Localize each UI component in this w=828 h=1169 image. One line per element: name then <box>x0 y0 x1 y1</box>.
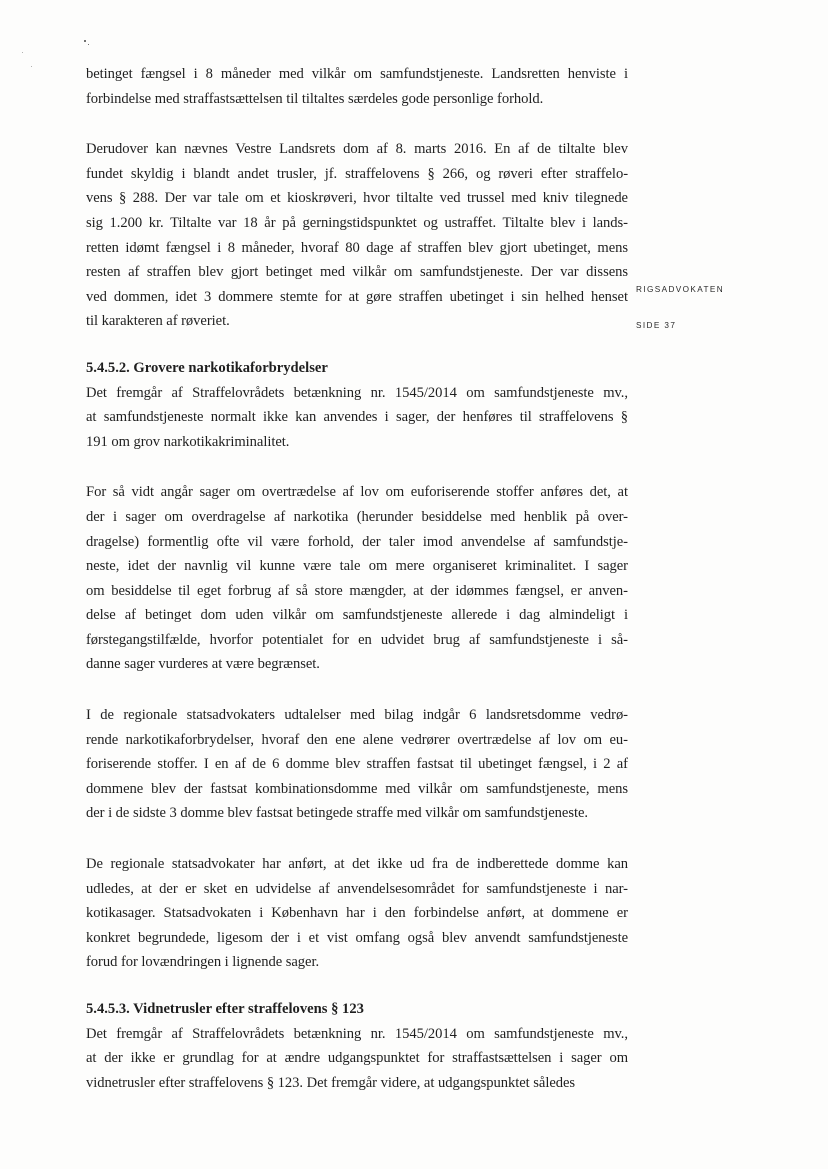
text-line: danne sager vurderes at være begrænset. <box>86 656 320 673</box>
text-line: Det fremgår af Straffelovrådets betænkning nr. 1545/2014 om samfundstjeneste mv., <box>86 1025 628 1042</box>
text-line: delse af betinget dom uden vilkår om samfundstjeneste allerede i dag almindeligt i <box>86 607 628 624</box>
paragraph-gap <box>86 111 628 137</box>
text-line: at der ikke er grundlag for at ændre udgangspunktet for straffastsættelsen i sager om <box>86 1050 628 1067</box>
text-line: Det fremgår af Straffelovrådets betænkning nr. 1545/2014 om samfundstjeneste mv., <box>86 384 628 401</box>
text-line: til karakteren af røveriet. <box>86 313 230 330</box>
text-line: kotikasager. Statsadvokaten i København har i den forbindelse anført, at dommene er <box>86 905 628 922</box>
text-line: der i sager om overdragelse af narkotika (herunder besiddelse med henblik på over- <box>86 508 628 525</box>
text-line: konkret begrundede, ligesom der i et vist omfang også blev anvendt samfundstjeneste <box>86 929 628 946</box>
text-line: retten idømt fængsel i 8 måneder, hvoraf 80 dage af straffen blev gjort ubetinget, mens <box>86 239 628 256</box>
scan-speck <box>31 66 32 67</box>
text-line: 191 om grov narkotikakriminalitet. <box>86 433 290 450</box>
text-line: ved dommen, idet 3 dommere stemte for at gøre straffen ubetinget i sin helhed henset <box>86 288 628 305</box>
text-line: De regionale statsadvokater har anført, at det ikke ud fra de indberettede domme kan <box>86 856 628 873</box>
paragraph <box>86 1022 628 1096</box>
text-line: der i de sidste 3 domme blev fastsat betingede straffe med vilkår om samfundstjeneste. <box>86 805 589 822</box>
paragraph-gap <box>86 826 628 852</box>
text-line: dragelse) formentlig ofte vil være forhold, der taler imod anvendelse af samfundstje- <box>86 533 628 550</box>
text-line: Derudover kan nævnes Vestre Landsrets dom af 8. marts 2016. En af de tiltalte blev <box>86 141 628 158</box>
paragraph-gap <box>86 334 628 356</box>
paragraph <box>86 62 628 111</box>
text-line: foriserende stoffer. I en af de 6 domme blev straffen fastsat til ubetinget fængsel, i 2 af <box>86 756 628 773</box>
text-line: vens § 288. Der var tale om et kioskrøveri, hvor tiltalte ved trussel med kniv tilegnede <box>86 190 628 207</box>
text-line: førstegangstilfælde, hvorfor potentialet for en udvidet brug af samfundstjeneste i så- <box>86 631 628 648</box>
text-line: sig 1.200 kr. Tiltalte var 18 år på gerningstidspunktet og ustraffet. Tiltalte blev i lands- <box>86 214 628 231</box>
text-line: forbindelse med straffastsættelsen til tiltaltes særdeles gode personlige forhold. <box>86 90 544 107</box>
paragraph <box>86 852 628 975</box>
paragraph <box>86 381 628 455</box>
section-heading: 5.4.5.2. Grovere narkotikaforbrydelser <box>86 359 328 376</box>
text-line: I de regionale statsadvokaters udtalelser med bilag indgår 6 landsretsdomme vedrø- <box>86 707 628 724</box>
text-line: at samfundstjeneste normalt ikke kan anvendes i sager, der henføres til straffelovens § <box>86 409 628 426</box>
scan-speck <box>84 40 86 42</box>
scan-speck <box>22 52 23 53</box>
paragraph-gap <box>86 975 628 997</box>
text-line: udledes, at der er sket en udvidelse af anvendelsesområdet for samfundstjeneste i nar- <box>86 880 628 897</box>
text-line: resten af straffen blev gjort betinget med vilkår om samfundstjeneste. Der var dissens <box>86 264 628 281</box>
paragraph-gap <box>86 677 628 703</box>
text-line: om besiddelse til eget forbrug af så store mængder, at der idømmes fængsel, er anven- <box>86 582 628 599</box>
paragraph-gap <box>86 454 628 480</box>
text-line: rende narkotikaforbrydelser, hvoraf den ene alene vedrører overtrædelse af lov om eu- <box>86 731 628 748</box>
text-line: For så vidt angår sager om overtrædelse af lov om euforiserende stoffer anføres det, at <box>86 484 628 501</box>
paragraph <box>86 703 628 826</box>
paragraph <box>86 137 628 334</box>
section-heading: 5.4.5.3. Vidnetrusler efter straffelovens § 123 <box>86 1001 364 1017</box>
paragraph <box>86 480 628 677</box>
text-line: fundet skyldig i blandt andet trusler, jf. straffelovens § 266, og røveri efter straffelo- <box>86 165 628 182</box>
text-line: betinget fængsel i 8 måneder med vilkår om samfundstjeneste. Landsretten henviste i <box>86 66 628 82</box>
page-number-label: SIDE 37 <box>636 321 677 330</box>
text-line: vidnetrusler efter straffelovens § 123. Det fremgår videre, at udgangspunktet således <box>86 1074 576 1091</box>
scan-speck <box>88 44 89 45</box>
text-line: forud for lovændringen i lignende sager. <box>86 954 320 971</box>
text-line: neste, idet der navnlig vil kunne være tale om mere organiseret kriminalitet. I sager <box>86 558 628 575</box>
organization-label: RIGSADVOKATEN <box>636 285 725 294</box>
body-text <box>86 62 628 1095</box>
text-line: dommene blev der fastsat kombinationsdomme med vilkår om samfundstjeneste, mens <box>86 780 628 797</box>
